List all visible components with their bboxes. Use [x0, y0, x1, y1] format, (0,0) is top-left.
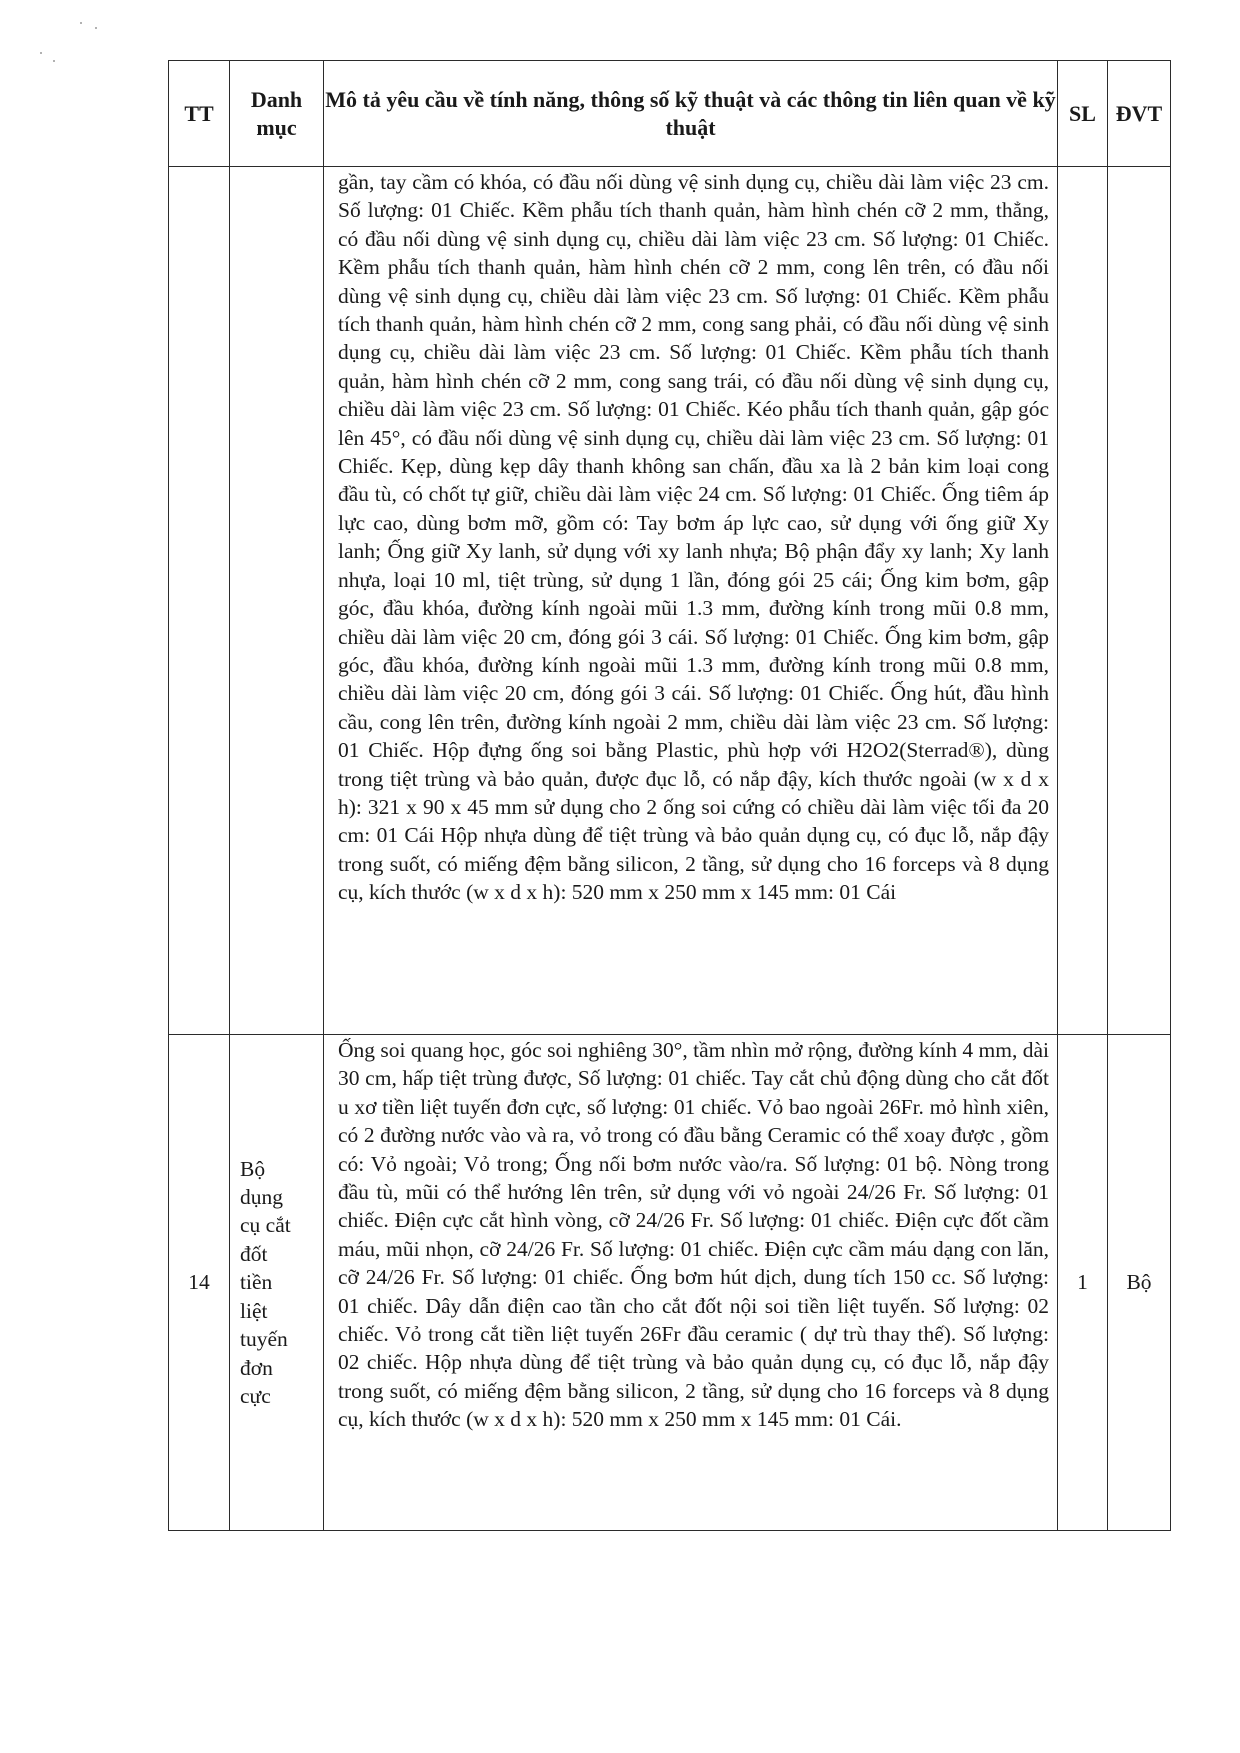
row-description: Ống soi quang học, góc soi nghiêng 30°, tầm nhìn mở rộng, đường kính 4 mm, dài 30 cm, hấp tiệt trùng được, Số lượng: 01 chiếc. Tay cắt chủ động dùng cho cắt đốt u xơ tiền liệt tuyến đơn cực, số lượng: 01 chiếc. Vỏ bao ngoài 26Fr. mỏ hình xiên, có 2 đường nước vào và ra, vỏ trong có đầu bằng Ceramic có thể xoay được , gồm có: Vỏ ngoài; Vỏ trong; Ống nối bơm nước vào/ra. Số lượng: 01 bộ. Nòng trong đầu tù, mũi có thể hướng lên trên, sử dụng với vỏ ngoài 24/26 Fr. Số lượng: 01 chiếc. Điện cực cắt hình vòng, cỡ 24/26 Fr. Số lượng: 01 chiếc. Điện cực đốt cầm máu, mũi nhọn, cỡ 24/26 Fr. Số lượng: 01 chiếc. Điện cực cầm máu dạng con lăn, cỡ 24/26 Fr. Số lượng: 01 chiếc. Ống bơm hút dịch, dung tích 150 cc. Số lượng: 01 chiếc. Dây dẫn điện cao tần cho cắt đốt nội soi tiền liệt tuyến. Số lượng: 02 chiếc. Vỏ trong cắt tiền liệt tuyến 26Fr đầu ceramic ( dự trù thay thế). Số lượng: 02 chiếc. Hộp nhựa dùng để tiệt trùng và bảo quản dụng cụ, có đục lỗ, nắp đậy trong suốt, có miếng đệm bằng silicon, 2 tầng, sử dụng cho 16 forceps và 8 dụng cụ, kích thước (w x d x h): 520 mm x 250 mm x 145 mm: 01 Cái.	[324, 1035, 1058, 1531]
row-category	[230, 167, 324, 1035]
row-tt: 14	[169, 1035, 230, 1531]
category-word: tiền	[240, 1270, 273, 1295]
row-quantity	[1058, 167, 1108, 1035]
header-tt: TT	[169, 61, 230, 167]
scan-speck	[80, 22, 82, 24]
category-word: cụ cắt	[240, 1213, 291, 1238]
category-word: Bộ	[240, 1156, 266, 1181]
row-quantity: 1	[1058, 1035, 1108, 1531]
specification-table	[168, 60, 1171, 1531]
header-quantity: SL	[1058, 61, 1108, 167]
category-word: liệt	[240, 1298, 268, 1323]
row-tt	[169, 167, 230, 1035]
header-description: Mô tả yêu cầu về tính năng, thông số kỹ thuật và các thông tin liên quan về kỹ thuật	[324, 61, 1058, 167]
row-unit	[1108, 167, 1171, 1035]
row-category	[230, 1035, 324, 1531]
header-category: Danh mục	[230, 61, 324, 167]
category-word: đơn	[240, 1355, 273, 1380]
row-unit: Bộ	[1108, 1035, 1171, 1531]
scan-speck	[53, 60, 55, 62]
table-header-row	[169, 61, 1171, 167]
category-word: đốt	[240, 1241, 268, 1266]
scan-speck	[40, 52, 42, 54]
category-word: cực	[240, 1383, 271, 1408]
category-word: dụng	[240, 1185, 283, 1210]
scan-speck	[95, 27, 97, 29]
category-word: tuyến	[240, 1327, 288, 1352]
table-row	[169, 167, 1171, 1035]
header-unit: ĐVT	[1108, 61, 1171, 167]
table-row	[169, 1035, 1171, 1531]
row-description: gần, tay cầm có khóa, có đầu nối dùng vệ sinh dụng cụ, chiều dài làm việc 23 cm. Số lượng: 01 Chiếc. Kềm phẫu tích thanh quản, hàm hình chén cỡ 2 mm, thẳng, có đầu nối dùng vệ sinh dụng cụ, chiều dài làm việc 23 cm. Số lượng: 01 Chiếc. Kềm phẫu tích thanh quản, hàm hình chén cỡ 2 mm, cong lên trên, có đầu nối dùng vệ sinh dụng cụ, chiều dài làm việc 23 cm. Số lượng: 01 Chiếc. Kềm phẫu tích thanh quản, hàm hình chén cỡ 2 mm, cong sang phải, có đầu nối dùng vệ sinh dụng cụ, chiều dài làm việc 23 cm. Số lượng: 01 Chiếc. Kềm phẫu tích thanh quản, hàm hình chén cỡ 2 mm, cong sang trái, có đầu nối dùng vệ sinh dụng cụ, chiều dài làm việc 23 cm. Số lượng: 01 Chiếc. Kéo phẫu tích thanh quản, gập góc lên 45°, có đầu nối dùng vệ sinh dụng cụ, chiều dài làm việc 23 cm. Số lượng: 01 Chiếc. Kẹp, dùng kẹp dây thanh không san chấn, đầu xa là 2 bản kim loại cong đầu tù, có chốt tự giữ, chiều dài làm việc 24 cm. Số lượng: 01 Chiếc. Ống tiêm áp lực cao, dùng bơm mỡ, gồm có: Tay bơm áp lực cao, sử dụng với ống giữ Xy lanh; Ống giữ Xy lanh, sử dụng với xy lanh nhựa; Bộ phận đẩy xy lanh; Xy lanh nhựa, loại 10 ml, tiệt trùng, sử dụng 1 lần, đóng gói 25 cái; Ống kim bơm, gập góc, đầu khóa, đường kính ngoài mũi 1.3 mm, đường kính trong mũi 0.8 mm, chiều dài làm việc 20 cm, đóng gói 3 cái. Số lượng: 01 Chiếc. Ống kim bơm, gập góc, đầu khóa, đường kính ngoài mũi 1.3 mm, đường kính trong mũi 0.8 mm, chiều dài làm việc 20 cm, đóng gói 3 cái. Số lượng: 01 Chiếc. Ống hút, đầu hình cầu, cong lên trên, đường kính ngoài 2 mm, chiều dài làm việc 23 cm. Số lượng: 01 Chiếc. Hộp đựng ống soi bằng Plastic, phù hợp với H2O2(Sterrad®), dùng trong tiệt trùng và bảo quản, được đục lỗ, có nắp đậy, kích thước ngoài (w x d x h): 321 x 90 x 45 mm sử dụng cho 2 ống soi cứng có chiều dài làm việc tối đa 20 cm: 01 Cái Hộp nhựa dùng để tiệt trùng và bảo quản dụng cụ, có đục lỗ, nắp đậy trong suốt, có miếng đệm bằng silicon, 2 tầng, sử dụng cho 16 forceps và 8 dụng cụ, kích thước (w x d x h): 520 mm x 250 mm x 145 mm: 01 Cái	[324, 167, 1058, 1035]
